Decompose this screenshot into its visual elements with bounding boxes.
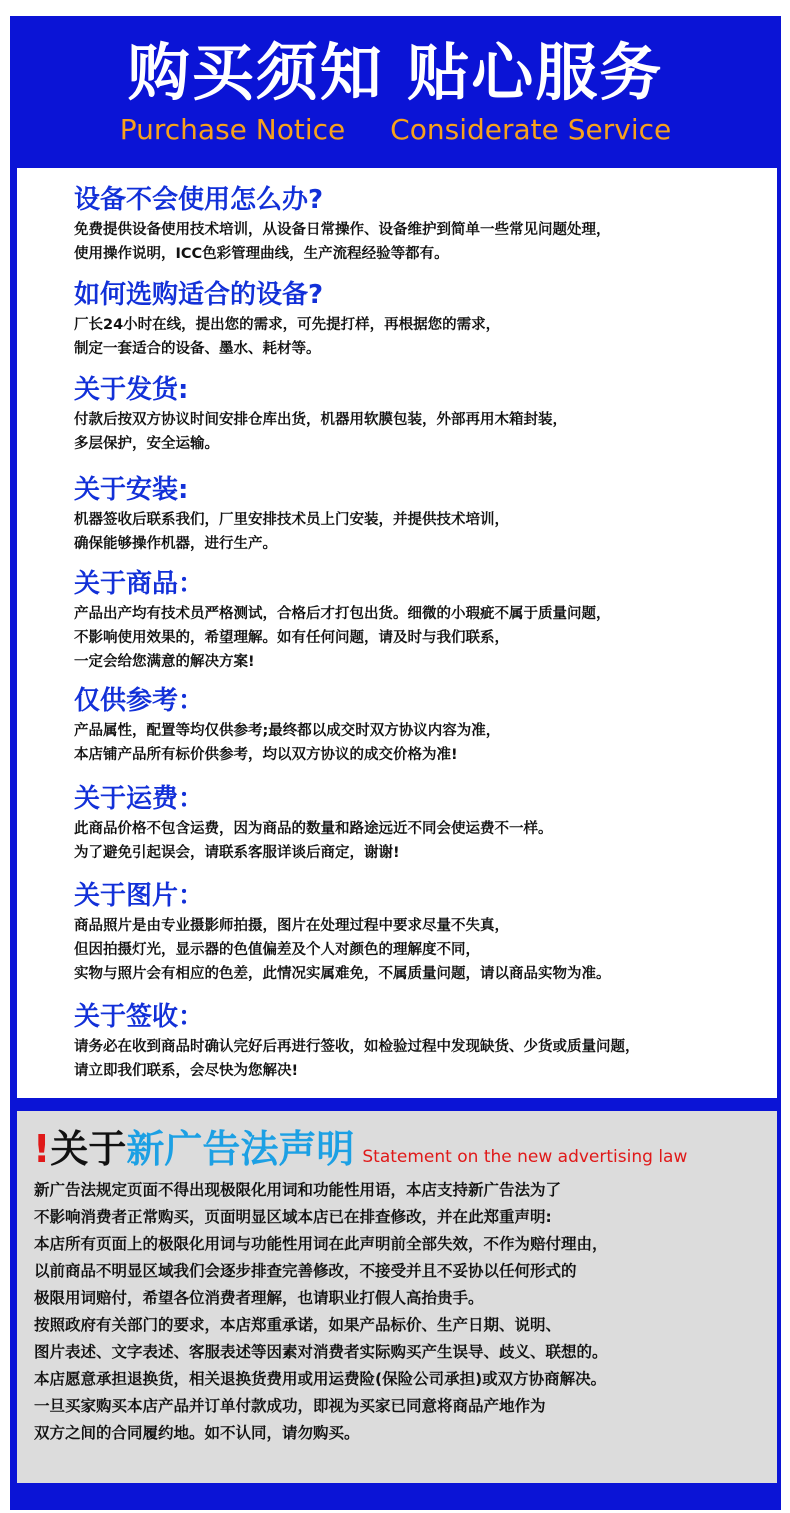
faq-title: 设备不会使用怎么办? xyxy=(74,185,324,215)
ad-law-line: 本店愿意承担退换货，相关退换货费用或用运费险(保险公司承担)或双方协商解决。 xyxy=(34,1370,607,1388)
faq-item-pictures xyxy=(74,880,764,986)
faq-body: 产品出产均有技术员严格测试，合格后才打包出货。细微的小瑕疵不属于质量问题， 不影响使用效果的，希望理解。如有任何问题，请及时与我们联系， 一定会给您满意的解决方案! xyxy=(74,606,611,670)
ad-law-title-en: Statement on the new advertising law xyxy=(362,1147,688,1167)
faq-item-freight xyxy=(74,783,764,865)
faq-item-reference xyxy=(74,685,764,767)
page-title: 购买须知 贴心服务 xyxy=(127,36,664,109)
faq-body: 免费提供设备使用技术培训，从设备日常操作、设备维护到简单一些常见问题处理， 使用操作说明，ICC色彩管理曲线，生产流程经验等都有。 xyxy=(74,222,611,262)
ad-law-line: 不影响消费者正常购买，页面明显区域本店已在排查修改，并在此郑重声明: xyxy=(34,1208,552,1226)
faq-panel xyxy=(17,168,777,1098)
faq-title: 关于商品： xyxy=(74,569,205,599)
ad-law-text xyxy=(34,1177,774,1447)
faq-title: 关于图片： xyxy=(74,881,205,911)
faq-body: 商品照片是由专业摄影师拍摄，图片在处理过程中要求尽量不失真， 但因拍摄灯光，显示器的色值偏差及个人对颜色的理解度不同， 实物与照片会有相应的色差，此情况实属难免，不属质量问题，请以商品实物为准。 xyxy=(74,918,611,982)
ad-law-line: 以前商品不明显区域我们会逐步排查完善修改，不接受并且不妥协以任何形式的 xyxy=(34,1262,577,1280)
faq-title: 关于发货: xyxy=(74,375,189,405)
ad-law-title-main: 新广告法声明 xyxy=(126,1127,355,1171)
ad-law-line: 本店所有页面上的极限化用词与功能性用词在此声明前全部失效，不作为赔付理由， xyxy=(34,1235,608,1253)
faq-item-product xyxy=(74,568,764,674)
ad-law-title-prefix: 关于 xyxy=(50,1127,127,1171)
subtitle-left: Purchase Notice xyxy=(119,113,346,146)
ad-law-line: 新广告法规定页面不得出现极限化用词和功能性用语，本店支持新广告法为了 xyxy=(34,1181,562,1199)
ad-law-line: 极限用词赔付，希望各位消费者理解，也请职业打假人高抬贵手。 xyxy=(34,1289,484,1307)
ad-law-title xyxy=(33,1125,687,1181)
faq-title: 关于签收： xyxy=(74,1002,205,1032)
faq-item-installation xyxy=(74,474,764,556)
faq-body: 请务必在收到商品时确认完好后再进行签收，如检验过程中发现缺货、少货或质量问题， 请立即我们联系，会尽快为您解决! xyxy=(74,1039,640,1079)
faq-title: 仅供参考： xyxy=(74,686,205,716)
ad-law-line: 双方之间的合同履约地。如不认同，请勿购买。 xyxy=(34,1424,360,1442)
top-strip xyxy=(0,0,790,16)
ad-law-line: 图片表述、文字表述、客服表述等因素对消费者实际购买产生误导、歧义、联想的。 xyxy=(34,1343,608,1361)
exclamation-mark: ! xyxy=(33,1127,51,1171)
header-banner xyxy=(10,16,781,166)
faq-body: 厂长24小时在线，提出您的需求，可先提打样，再根据您的需求， 制定一套适合的设备、墨水、耗材等。 xyxy=(74,317,501,357)
faq-body: 此商品价格不包含运费，因为商品的数量和路途远近不同会使运费不一样。 为了避免引起误会，请联系客服详谈后商定，谢谢! xyxy=(74,821,553,861)
faq-body: 产品属性，配置等均仅供参考;最终都以成交时双方协议内容为准， 本店铺产品所有标价供参考，均以双方协议的成交价格为准! xyxy=(74,723,501,763)
faq-item-receipt xyxy=(74,1001,764,1083)
notice-frame xyxy=(10,16,781,1510)
ad-law-line: 按照政府有关部门的要求，本店郑重承诺，如果产品标价、生产日期、说明、 xyxy=(34,1316,562,1334)
ad-law-panel xyxy=(17,1111,777,1483)
faq-item-selection xyxy=(74,279,764,361)
faq-title: 关于安装: xyxy=(74,475,189,505)
ad-law-line: 一旦买家购买本店产品并订单付款成功，即视为买家已同意将商品产地作为 xyxy=(34,1397,546,1415)
faq-item-usage xyxy=(74,184,764,266)
faq-title: 如何选购适合的设备? xyxy=(74,280,324,310)
faq-item-shipping xyxy=(74,374,764,456)
subtitle-right: Considerate Service xyxy=(390,113,672,146)
faq-body: 机器签收后联系我们，厂里安排技术员上门安装，并提供技术培训， 确保能够操作机器，进行生产。 xyxy=(74,512,509,552)
page-subtitle xyxy=(10,112,781,148)
faq-body: 付款后按双方协议时间安排仓库出货，机器用软膜包装，外部再用木箱封装， 多层保护，安全运输。 xyxy=(74,412,567,452)
faq-title: 关于运费： xyxy=(74,784,205,814)
